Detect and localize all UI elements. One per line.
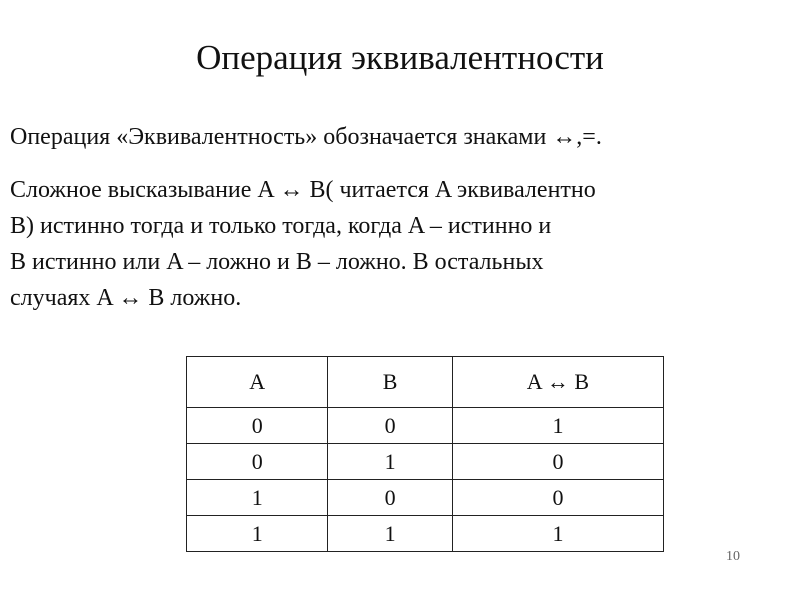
table-cell: 0	[187, 408, 328, 444]
table-cell: 0	[328, 480, 452, 516]
table-cell: 1	[328, 444, 452, 480]
column-header-b: B	[328, 357, 452, 408]
table-row	[187, 516, 664, 552]
table-cell: 0	[328, 408, 452, 444]
table-row	[187, 480, 664, 516]
table-row	[187, 444, 664, 480]
definition-line: Сложное высказывание A ↔ B( читается A эквивалентно	[10, 177, 596, 203]
table-row	[187, 408, 664, 444]
slide-title: Операция эквивалентности	[196, 38, 604, 77]
table-cell: 1	[187, 480, 328, 516]
table-header-row	[187, 357, 664, 408]
definition-line: случаях A ↔ B ложно.	[10, 285, 242, 311]
intro-text: Операция «Эквивалентность» обозначается знаками ↔,=.	[10, 124, 602, 150]
page-number: 10	[726, 549, 740, 564]
column-header-equivalence: A ↔ B	[452, 357, 663, 408]
table-cell: 0	[452, 480, 663, 516]
definition-line: B) истинно тогда и только тогда, когда A – истинно и	[10, 213, 552, 239]
definition-text	[10, 172, 790, 316]
table-cell: 1	[187, 516, 328, 552]
table-cell: 1	[452, 516, 663, 552]
table-cell: 0	[187, 444, 328, 480]
table-cell: 1	[328, 516, 452, 552]
table-cell: 0	[452, 444, 663, 480]
column-header-a: A	[187, 357, 328, 408]
truth-table	[186, 356, 664, 552]
definition-line: B истинно или A – ложно и B – ложно. В остальных	[10, 249, 544, 275]
table-cell: 1	[452, 408, 663, 444]
